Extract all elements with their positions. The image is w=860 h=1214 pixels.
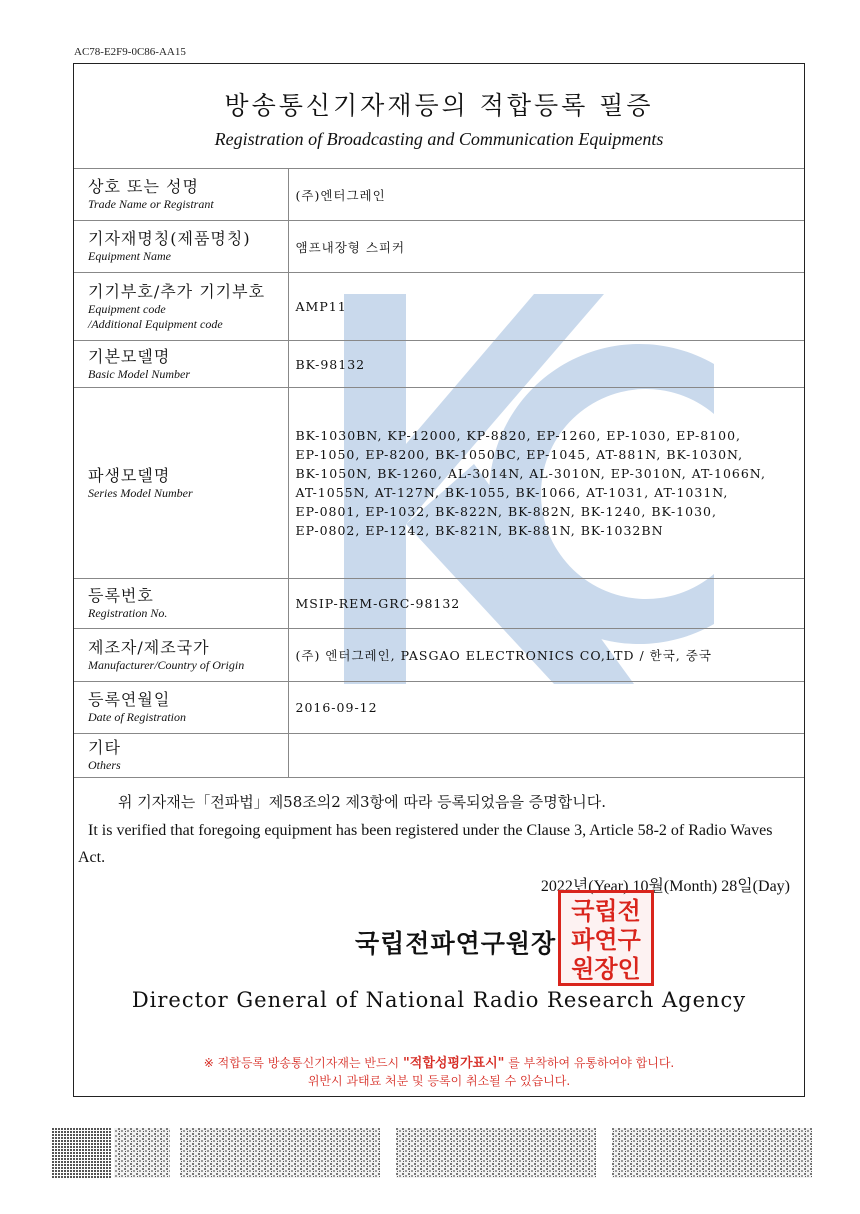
- table-row: [74, 169, 804, 221]
- label-english: Date of Registration: [88, 710, 186, 724]
- registration-date-value: 2016-09-12: [288, 682, 804, 734]
- document-id: AC78-E2F9-0C86-AA15: [74, 46, 186, 58]
- security-pattern-icon: [612, 1128, 812, 1178]
- table-row: [74, 682, 804, 734]
- certification-statement-english: It is verified that foregoing equipment has been registered under the Clause 3, Article 58-2 of Radio Waves Act.: [78, 822, 773, 866]
- notice-text: ※ 적합등록 방송통신기자재는 반드시: [203, 1056, 400, 1070]
- label-korean: 제조자/제조국가: [88, 637, 210, 657]
- equipment-name-value: 앰프내장형 스피커: [288, 221, 804, 273]
- manufacturer-value: (주) 엔터그레인, PASGAO ELECTRONICS CO,LTD / 한국, 중국: [288, 629, 804, 682]
- table-row: [74, 273, 804, 341]
- row-label: [74, 341, 288, 388]
- table-row: [74, 629, 804, 682]
- official-seal: [558, 890, 654, 986]
- label-korean: 기기부호/추가 기기부호: [88, 281, 266, 301]
- label-korean: 파생모델명: [88, 465, 171, 485]
- svg-text:국립전: 국립전: [571, 897, 641, 925]
- trade-name-value: (주)엔터그레인: [288, 169, 804, 221]
- table-row: [74, 388, 804, 579]
- certificate-title-korean: 방송통신기자재등의 적합등록 필증: [224, 91, 654, 120]
- row-label: [74, 734, 288, 778]
- table-row: [74, 579, 804, 629]
- others-value: [288, 734, 804, 778]
- certification-statement-korean: 위 기자재는「전파법」제58조의2 제3항에 따라 등록되었음을 증명합니다.: [118, 793, 607, 811]
- row-label: [74, 629, 288, 682]
- issuer-korean: 국립전파연구원장: [355, 929, 557, 958]
- label-english-secondary: /Additional Equipment code: [88, 316, 223, 331]
- series-model-value: [288, 388, 804, 579]
- registration-number-value: MSIP-REM-GRC-98132: [288, 579, 804, 629]
- notice-line-2: 위반시 과태료 처분 및 등록이 취소될 수 있습니다.: [307, 1074, 571, 1088]
- label-english: Series Model Number: [88, 485, 193, 500]
- label-english: Others: [88, 758, 121, 772]
- series-model-line: EP-1050, EP-8200, BK-1050BC, EP-1045, AT-881N, BK-1030N,: [295, 447, 744, 462]
- series-model-line: BK-1050N, BK-1260, AL-3014N, AL-3010N, EP-3010N, AT-1066N,: [295, 466, 766, 481]
- table-row: [74, 221, 804, 273]
- label-korean: 등록연월일: [88, 690, 171, 709]
- row-label: [74, 388, 288, 579]
- basic-model-value: BK-98132: [288, 341, 804, 388]
- label-english: Manufacturer/Country of Origin: [88, 657, 245, 672]
- issue-date: 2022년(Year) 10월(Month) 28일(Day): [540, 878, 790, 895]
- row-label: [74, 169, 288, 221]
- label-english: Registration No.: [88, 606, 168, 620]
- notice-line-1: [74, 1052, 804, 1071]
- series-model-line: EP-0802, EP-1242, BK-821N, BK-881N, BK-1032BN: [295, 523, 664, 538]
- row-label: [74, 579, 288, 629]
- registration-info-table: [74, 168, 804, 778]
- label-english: Basic Model Number: [88, 366, 190, 381]
- series-model-line: EP-0801, EP-1032, BK-822N, BK-882N, BK-1240, BK-1030,: [295, 504, 717, 519]
- row-label: [74, 273, 288, 341]
- certificate-frame: [73, 63, 805, 1097]
- security-pattern-icon: [180, 1128, 380, 1178]
- label-english: Trade Name or Registrant: [88, 197, 214, 211]
- label-korean: 등록번호: [88, 586, 154, 605]
- security-pattern-icon: [396, 1128, 596, 1178]
- notice-emphasis: "적합성평가표시": [402, 1056, 505, 1071]
- row-label: [74, 682, 288, 734]
- issuer-english: Director General of National Radio Research Agency: [131, 988, 747, 1012]
- notice-text: 를 부착하여 유통하여야 합니다.: [508, 1056, 675, 1070]
- original-stamp-icon: [52, 1128, 170, 1178]
- svg-text:원장인: 원장인: [571, 955, 641, 983]
- table-row: [74, 734, 804, 778]
- certificate-title-english: Registration of Broadcasting and Communication Equipments: [214, 129, 664, 149]
- label-english: Equipment code: [88, 301, 166, 316]
- seal-lettering: [561, 893, 651, 983]
- row-label: [74, 221, 288, 273]
- label-korean: 기자재명칭(제품명칭): [88, 229, 251, 248]
- series-model-line: BK-1030BN, KP-12000, KP-8820, EP-1260, EP-1030, EP-8100,: [295, 428, 741, 443]
- label-korean: 기본모델명: [88, 346, 171, 366]
- svg-text:파연구: 파연구: [571, 926, 641, 954]
- label-english: Equipment Name: [88, 249, 171, 263]
- table-row: [74, 341, 804, 388]
- series-model-line: AT-1055N, AT-127N, BK-1055, BK-1066, AT-1031, AT-1031N,: [295, 485, 729, 500]
- equipment-code-value: AMP11: [288, 273, 804, 341]
- label-korean: 상호 또는 성명: [88, 177, 199, 196]
- label-korean: 기타: [88, 738, 121, 757]
